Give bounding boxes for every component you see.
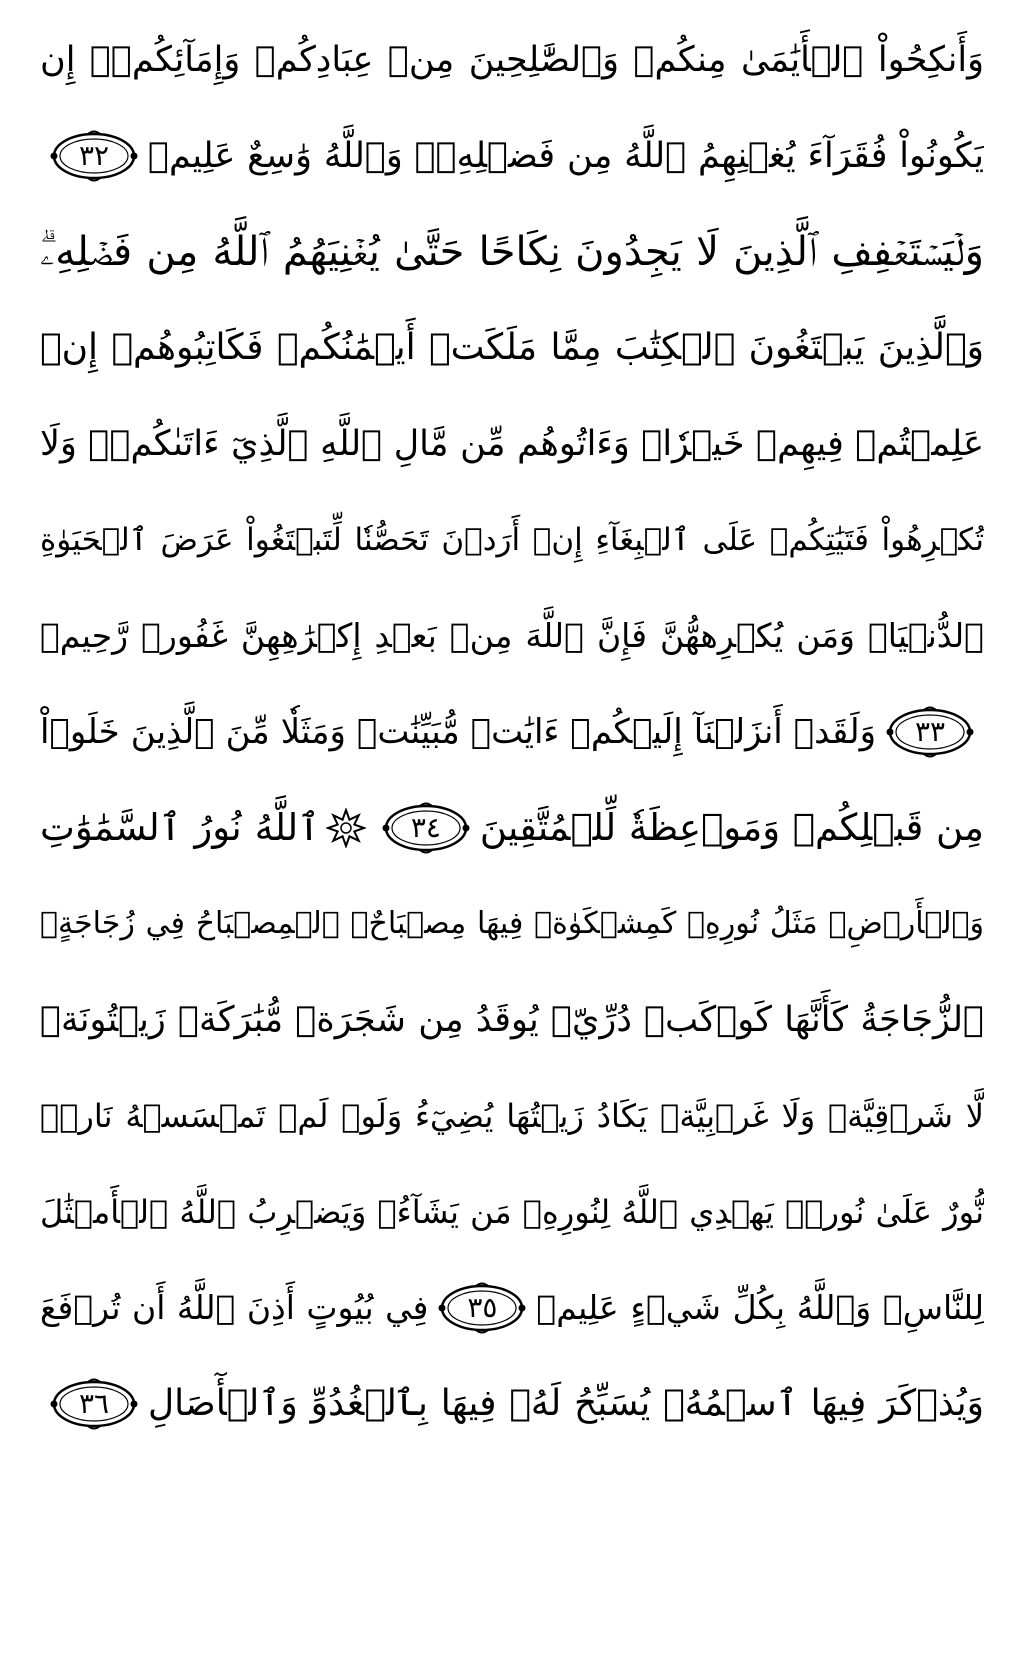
verse-line [40,588,984,684]
verse-text: فِي بُيُوتٍ أَذِنَ ٱللَّهُ أَن تُرۡفَعَ [40,1288,429,1327]
ayah-number: ٣٥ [467,1291,498,1324]
ayah-number: ٣٦ [78,1387,110,1420]
hizb-star [326,808,366,848]
verse-text: يَكُونُواْ فُقَرَآءَ يُغۡنِهِمُ ٱللَّهُ مِن فَضۡلِهِۦۗ وَٱللَّهُ وَٰسِعٌ عَلِيمٞ [148,136,984,176]
verse-line [40,972,984,1068]
verse-line [40,1356,984,1452]
verse-line [40,12,984,108]
sajda-star-icon [326,808,366,848]
verse-line [40,108,984,204]
verse-text: ٱلدُّنۡيَاۚ وَمَن يُكۡرِههُّنَّ فَإِنَّ ٱللَّهَ مِنۢ بَعۡدِ إِكۡرَٰهِهِنَّ غَفُورٞ رَّحِيمٞ [40,616,984,655]
verse-text: وَأَنكِحُواْ ٱلۡأَيَٰمَىٰ مِنكُمۡ وَٱلصَّٰلِحِينَ مِنۡ عِبَادِكُمۡ وَإِمَآئِكُمۡۚ إِن [40,40,984,80]
verse-line [40,1068,984,1164]
verse-text: ٱلزُّجَاجَةُ كَأَنَّهَا كَوۡكَبٞ دُرِّيّٞ يُوقَدُ مِن شَجَرَةٖ مُّبَٰرَكَةٖ زَيۡتُونَةٖ [40,1000,984,1040]
verse-text: مِن قَبۡلِكُمۡ وَمَوۡعِظَةٗ لِّلۡمُتَّقِينَ [479,806,984,849]
verse-line [40,492,984,588]
verse-text: لَّا شَرۡقِيَّةٖ وَلَا غَرۡبِيَّةٖ يَكَادُ زَيۡتُهَا يُضِيٓءُ وَلَوۡ لَمۡ تَمۡسَسۡهُ نَارٞۚ [40,1097,984,1135]
verse-text: لِلنَّاسِۗ وَٱللَّهُ بِكُلِّ شَيۡءٍ عَلِيمٞ [536,1288,984,1327]
verse-text: وَٱلَّذِينَ يَبۡتَغُونَ ٱلۡكِتَٰبَ مِمَّا مَلَكَتۡ أَيۡمَٰنُكُمۡ فَكَاتِبُوهُمۡ إِنۡ [40,327,984,368]
verse-text: وَٱلۡأَرۡضِۚ مَثَلُ نُورِهِۦ كَمِشۡكَوٰةٖ فِيهَا مِصۡبَاحٌۖ ٱلۡمِصۡبَاحُ فِي زُجَاجَةٍۖ [40,906,984,941]
verse-line [40,396,984,492]
verse-text: تُكۡرِهُواْ فَتَيَٰتِكُمۡ عَلَى ٱلۡبِغَآءِ إِنۡ أَرَدۡنَ تَحَصُّنٗا لِّتَبۡتَغُواْ عَرَضَ ٱلۡحَيَوٰةِ [40,522,984,558]
verse-text: ٱللَّهُ نُورُ ٱلسَّمَٰوَٰتِ [40,806,320,849]
verse-text: نُّورٌ عَلَىٰ نُورٖۚ يَهۡدِي ٱللَّهُ لِنُورِهِۦ مَن يَشَآءُۚ وَيَضۡرِبُ ٱللَّهُ ٱلۡأَمۡثَٰلَ [40,1193,984,1231]
ayah-end-marker [380,801,472,855]
ayah-end-marker [436,1281,528,1335]
verse-text: وَيُذۡكَرَ فِيهَا ٱسۡمُهُۥ يُسَبِّحُ لَهُۥ فِيهَا بِٱلۡغُدُوِّ وَٱلۡأٓصَالِ [148,1383,984,1424]
verse-line [40,300,984,396]
verse-line [40,780,984,876]
verse-line [40,1164,984,1260]
ayah-end-marker [48,1377,140,1431]
verse-line [40,204,984,300]
verse-text: وَلَقَدۡ أَنزَلۡنَآ إِلَيۡكُمۡ ءَايَٰتٖ مُّبَيِّنَٰتٖ وَمَثَلٗا مِّنَ ٱلَّذِينَ خَلَوۡاْ [40,712,876,752]
ayah-end-marker [884,705,976,759]
verse-line [40,684,984,780]
ayah-number: ٣٢ [78,139,110,172]
verse-line [40,876,984,972]
verse-text: وَلۡيَسۡتَعۡفِفِ ٱلَّذِينَ لَا يَجِدُونَ نِكَاحًا حَتَّىٰ يُغۡنِيَهُمُ ٱللَّهُ مِن فَضۡلِهِۦۗ [40,229,984,275]
verse-text: عَلِمۡتُمۡ فِيهِمۡ خَيۡرٗاۖ وَءَاتُوهُم مِّن مَّالِ ٱللَّهِ ٱلَّذِيٓ ءَاتَىٰكُمۡۚ وَلَا [40,424,984,464]
ayah-number: ٣٣ [914,715,946,748]
verse-line [40,1260,984,1356]
ayah-number: ٣٤ [410,811,441,844]
ayah-end-marker [48,129,140,183]
verse-lines [40,12,984,1452]
